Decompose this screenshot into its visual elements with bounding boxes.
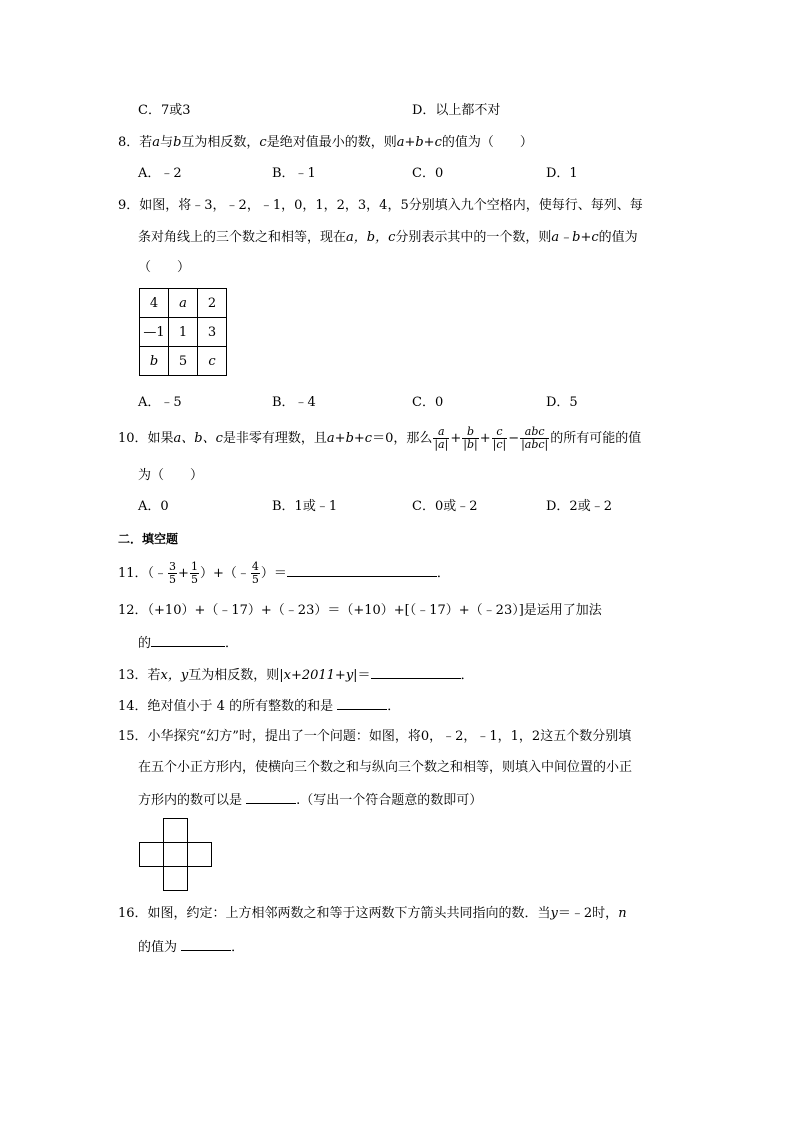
q16-stem-line2: 的值为 ． [138,936,244,958]
q10-stem: 10．如果a、b、c是非零有理数，且a+b+c＝0，那么 $\frac{a}{|a|}$ + $\frac{b}{|b|}$ + $\frac{c}{|c|}$ − $\frac{\text{abc}}{\text{|abc|}}$ 的所有可能的值 [118,425,642,451]
q15-stem-line2: 在五个小正方形内，使横向三个数之和与纵向三个数之和相等，则填入中间位置的小正 [138,760,633,775]
q11-stem: 11．（﹣ $\frac{3}{5}$ + $\frac{1}{5}$ ）+（﹣ $\frac{4}{5}$ ）＝ ． [118,560,450,586]
q12-stem-line1: 12．（+10）+（﹣17）+（﹣23）＝（+10）+[（﹣17）+（﹣23）]是运用了加法 [118,603,602,618]
grid-cell: b [140,347,169,376]
q8-option-b: B．﹣1 [272,166,316,181]
fraction: $\frac{c}{|c|}$ [492,425,507,451]
grid-cell: 5 [169,347,198,376]
q12-stem-line2: 的 ． [138,632,238,654]
q14-stem: 14．绝对值小于 4 的所有整数的和是 ． [118,695,400,717]
q8-option-a: A．﹣2 [138,166,182,181]
q8-stem: 8．若a与b互为相反数，c是绝对值最小的数，则a+b+c的值为（ ） [118,135,533,150]
cross-square [164,819,188,843]
section-heading: 二．填空题 [118,532,179,546]
q10-stem-line2: 为（ ） [138,468,204,483]
q10-option-d: D．2或﹣2 [546,499,612,514]
grid-cell: 4 [140,289,169,318]
grid-cell: —1 [140,318,169,347]
q9-option-b: B．﹣4 [272,395,316,410]
q9-option-a: A．﹣5 [138,395,182,410]
answer-blank[interactable] [371,664,461,679]
q15-stem-line1: 15．小华探究“幻方”时，提出了一个问题：如图，将0，﹣2，﹣1，1，2这五个数分别填 [118,729,632,744]
answer-blank[interactable] [246,789,296,804]
fraction: $\frac{4}{5}$ [251,560,259,586]
q9-option-d: D．5 [546,395,578,410]
q9-stem-line3: （ ） [138,260,191,275]
grid-cell: a [169,289,198,318]
cross-figure [138,818,214,894]
answer-blank[interactable] [181,936,231,951]
cross-square [164,843,188,867]
grid-cell: 3 [198,318,227,347]
grid-cell: 2 [198,289,227,318]
cross-square [188,843,212,867]
answer-blank[interactable] [337,695,387,710]
q8-option-c: C．0 [412,166,444,181]
fraction: $\frac{1}{5}$ [190,560,198,586]
answer-blank[interactable] [151,632,225,647]
q9-option-c: C．0 [412,395,444,410]
q9-stem-line2: 条对角线上的三个数之和相等，现在a，b，c分别表示其中的一个数，则a﹣b+c的值为 [138,230,638,245]
q16-stem-line1: 16．如图，约定：上方相邻两数之和等于这两数下方箭头共同指向的数．当y＝﹣2时，n [118,906,627,921]
q10-option-a: A．0 [138,499,169,514]
magic-square-grid [139,288,227,376]
cross-square [140,843,164,867]
q8-option-d: D．1 [546,166,578,181]
fraction: $\frac{\text{abc}}{\text{|abc|}}$ [521,425,549,451]
fraction: $\frac{a}{|a|}$ [434,425,449,451]
grid-cell: c [198,347,227,376]
grid-cell: 1 [169,318,198,347]
q13-stem: 13．若x，y互为相反数，则|x+2011+y|＝ ． [118,664,474,686]
q15-stem-line3: 方形内的数可以是 .（写出一个符合题意的数即可） [138,789,482,811]
fraction: $\frac{b}{|b|}$ [463,425,478,451]
q10-option-b: B．1或﹣1 [272,499,338,514]
q7-option-d: D．以上都不对 [412,103,501,118]
q10-option-c: C．0或﹣2 [412,499,478,514]
q7-option-c: C．7或3 [138,103,191,118]
answer-blank[interactable] [287,562,437,577]
q9-stem-line1: 9．如图，将﹣3，﹣2，﹣1，0，1，2，3，4，5分别填入九个空格内，使每行、每列、每 [118,198,643,213]
cross-square [164,867,188,891]
fraction: $\frac{3}{5}$ [169,560,177,586]
